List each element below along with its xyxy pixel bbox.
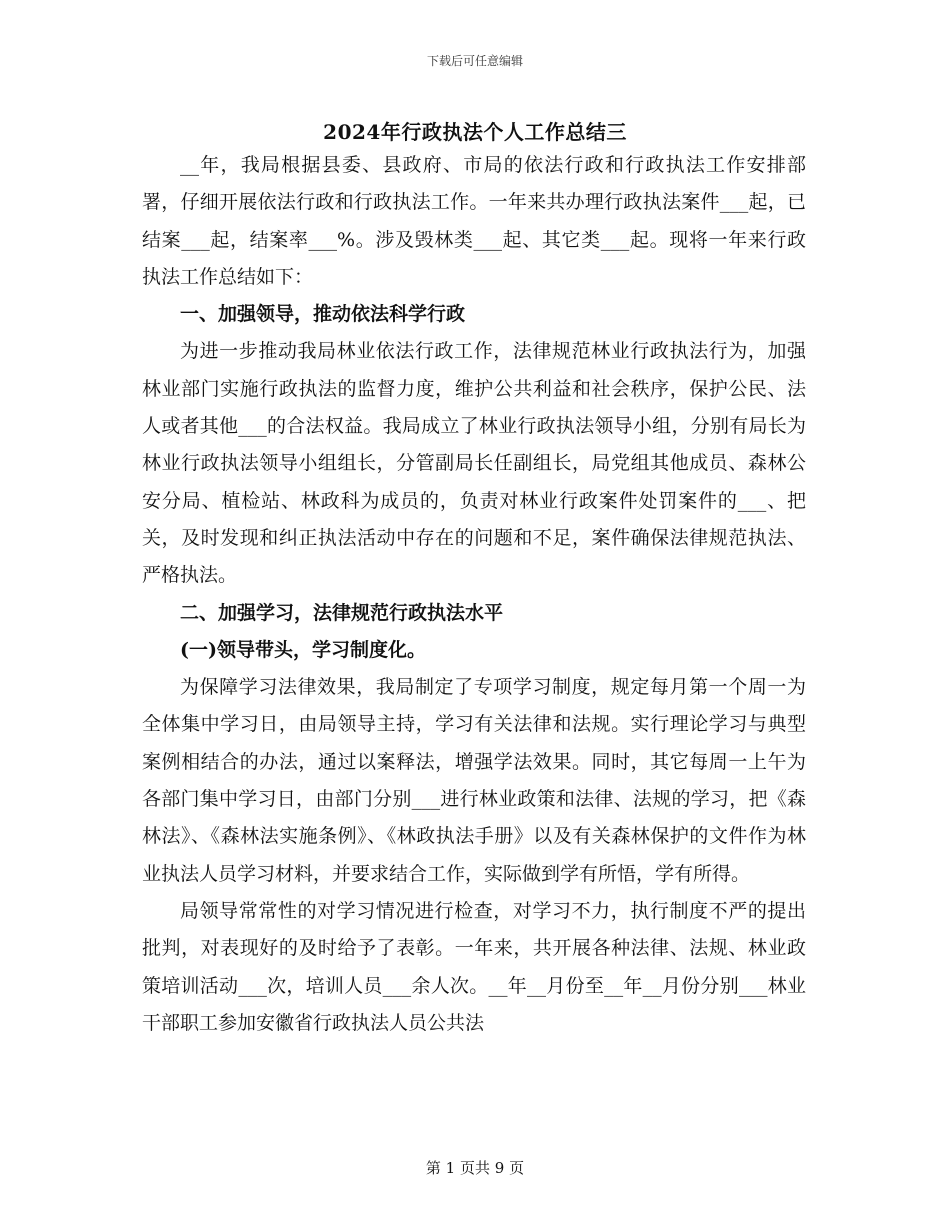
subsection-1-paragraph-1: 为保障学习法律效果，我局制定了专项学习制度，规定每月第一个周一为全体集中学习日，由局领导主持，学习有关法律和法规。实行理论学习与典型案例相结合的办法，通过以案释法，增强学法效果。同时，其它每周一上午为各部门集中学习日，由部门分别___进行林业政策和法律、法规的学习，把《森林法》、《森林法实施条例》、《林政执法手册》以及有关森林保护的文件作为林业执法人员学习材料，并要求结合工作，实际做到学有所悟，学有所得。: [142, 676, 806, 885]
subsection-1-paragraph-2: 局领导常常性的对学习情况进行检查，对学习不力，执行制度不严的提出批判，对表现好的及时给予了表彰。一年来，共开展各种法律、法规、林业政策培训活动___次，培训人员___余人次。__年__月份至__年__月份分别___林业干部职工参加安徽省行政执法人员公共法: [142, 899, 806, 1034]
subsection-heading-1: (一)领导带头，学习制度化。: [180, 638, 426, 661]
document-body: [142, 147, 806, 1042]
document-title: 2024年行政执法个人工作总结三: [323, 120, 627, 144]
section-heading-2: 二、加强学习，法律规范行政执法水平: [180, 601, 504, 624]
intro-paragraph: __年，我局根据县委、县政府、市局的依法行政和行政执法工作安排部署，仔细开展依法行政和行政执法工作。一年来共办理行政执法案件___起，已结案___起，结案率___%。涉及毁林类___起、其它类___起。现将一年来行政执法工作总结如下：: [142, 154, 806, 288]
section-1-paragraph: 为进一步推动我局林业依法行政工作，法律规范林业行政执法行为，加强林业部门实施行政执法的监督力度，维护公共利益和社会秩序，保护公民、法人或者其他___的合法权益。我局成立了林业行政执法领导小组，分别有局长为林业行政执法领导小组组长，分管副局长任副组长，局党组其他成员、森林公安分局、植检站、林政科为成员的，负责对林业行政案件处罚案件的___、把关，及时发现和纠正执法活动中存在的问题和不足，案件确保法律规范执法、严格执法。: [142, 340, 806, 587]
section-heading-1: 一、加强领导，推动依法科学行政: [180, 303, 466, 326]
page-number: 第 1 页共 9 页: [425, 1159, 525, 1177]
page-header: 下载后可任意编辑: [426, 54, 523, 68]
